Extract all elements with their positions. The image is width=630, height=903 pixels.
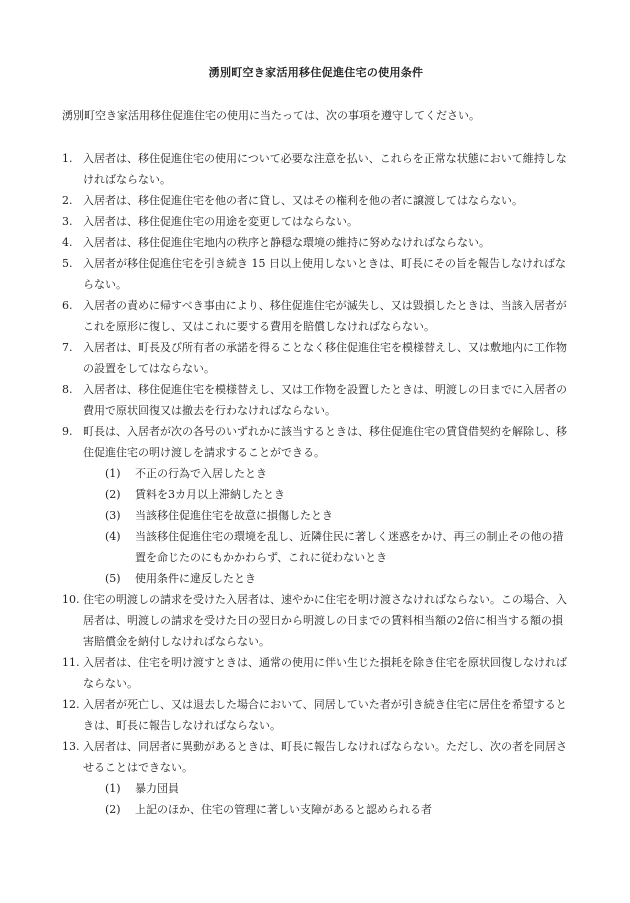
condition-item-1 — [62, 148, 570, 190]
condition-item-10 — [62, 589, 570, 652]
item-number: 5. — [62, 257, 73, 270]
item-number: 11. — [62, 656, 80, 669]
condition-item-7 — [62, 337, 570, 379]
item-number: 4. — [62, 236, 73, 249]
sub-item-text: 使用条件に違反したとき — [135, 572, 256, 585]
sub-item — [83, 799, 570, 820]
conditions-list — [62, 126, 570, 820]
item-number: 12. — [62, 698, 80, 711]
item-text: 入居者は、移住促進住宅地内の秩序と静穏な環境の維持に努めなければならない。 — [83, 236, 490, 249]
item-number: 7. — [62, 341, 73, 354]
item-number: 2. — [62, 194, 73, 207]
condition-item-2 — [62, 190, 570, 211]
condition-item-3 — [62, 211, 570, 232]
item-number: 13. — [62, 740, 80, 753]
document-title: 湧別町空き家活用移住促進住宅の使用条件 — [208, 66, 424, 79]
condition-item-5 — [62, 253, 570, 295]
condition-item-11 — [62, 652, 570, 694]
sub-item-number: (1) — [105, 782, 121, 795]
item-number: 1. — [62, 152, 73, 165]
sub-item — [83, 463, 570, 484]
sub-item-number: (4) — [105, 530, 121, 543]
sub-item-text: 当該移住促進住宅の環境を乱し、近隣住民に著しく迷惑をかけ、再三の制止その他の措置を命じたのにもかかわらず、これに従わないとき — [135, 530, 564, 564]
intro-text: 湧別町空き家活用移住促進住宅の使用に当たっては、次の事項を遵守してください。 — [62, 109, 480, 122]
item-text: 入居者は、移住促進住宅の用途を変更してはならない。 — [83, 215, 358, 228]
condition-9-sublist — [83, 463, 570, 589]
sub-item-number: (2) — [105, 803, 121, 816]
sub-item-text: 当該移住促進住宅を故意に損傷したとき — [135, 509, 333, 522]
sub-item — [83, 505, 570, 526]
condition-item-8 — [62, 379, 570, 421]
sub-item-number: (5) — [105, 572, 121, 585]
condition-item-6 — [62, 295, 570, 337]
sub-item — [83, 484, 570, 505]
item-text: 住宅の明渡しの請求を受けた入居者は、速やかに住宅を明け渡さなければならない。この場合、入居者は、明渡しの請求を受けた日の翌日から明渡しの日までの賃料相当額の2倍に相当する額の損害賠償金を納付しなければならない。 — [83, 593, 567, 648]
item-number: 3. — [62, 215, 73, 228]
item-text: 入居者は、住宅を明け渡すときは、通常の使用に伴い生じた損耗を除き住宅を原状回復しなければならない。 — [83, 656, 567, 690]
item-number: 9. — [62, 425, 73, 438]
item-text: 入居者は、同居者に異動があるときは、町長に報告しなければならない。ただし、次の者を同居させることはできない。 — [83, 740, 567, 774]
item-text: 入居者は、移住促進住宅の使用について必要な注意を払い、これらを正常な状態において維持しなければならない。 — [83, 152, 567, 186]
item-text: 入居者の責めに帰すべき事由により、移住促進住宅が滅失し、又は毀損したときは、当該入居者がこれを原形に復し、又はこれに要する費用を賠償しなければならない。 — [83, 299, 567, 333]
item-number: 8. — [62, 383, 73, 396]
condition-item-12 — [62, 694, 570, 736]
condition-item-4 — [62, 232, 570, 253]
sub-item — [83, 568, 570, 589]
item-text: 入居者は、町長及び所有者の承諾を得ることなく移住促進住宅を模様替えし、又は敷地内に工作物の設置をしてはならない。 — [83, 341, 567, 375]
item-text: 入居者が死亡し、又は退去した場合において、同居していた者が引き続き住宅に居住を希望するときは、町長に報告しなければならない。 — [83, 698, 567, 732]
item-text: 入居者は、移住促進住宅を他の者に貸し、又はその権利を他の者に譲渡してはならない。 — [83, 194, 523, 207]
sub-item — [83, 526, 570, 568]
sub-item-number: (1) — [105, 467, 121, 480]
item-text: 町長は、入居者が次の各号のいずれかに該当するときは、移住促進住宅の賃貸借契約を解除し、移住促進住宅の明け渡しを請求することができる。 — [83, 425, 567, 459]
item-text: 入居者は、移住促進住宅を模様替えし、又は工作物を設置したときは、明渡しの日までに入居者の費用で原状回復又は撤去を行わなければならない。 — [83, 383, 567, 417]
sub-item-number: (2) — [105, 488, 121, 501]
condition-13-sublist — [83, 778, 570, 820]
sub-item-number: (3) — [105, 509, 121, 522]
sub-item-text: 上記のほか、住宅の管理に著しい支障があると認められる者 — [135, 803, 432, 816]
condition-item-13 — [62, 736, 570, 820]
item-number: 6. — [62, 299, 73, 312]
sub-item-text: 暴力団員 — [135, 782, 179, 795]
sub-item-text: 不正の行為で入居したとき — [135, 467, 267, 480]
sub-item-text: 賃料を3カ月以上滞納したとき — [135, 488, 285, 501]
sub-item — [83, 778, 570, 799]
item-text: 入居者が移住促進住宅を引き続き 15 日以上使用しないときは、町長にその旨を報告しなければならない。 — [83, 257, 566, 291]
condition-item-9 — [62, 421, 570, 589]
item-number: 10. — [62, 593, 80, 606]
